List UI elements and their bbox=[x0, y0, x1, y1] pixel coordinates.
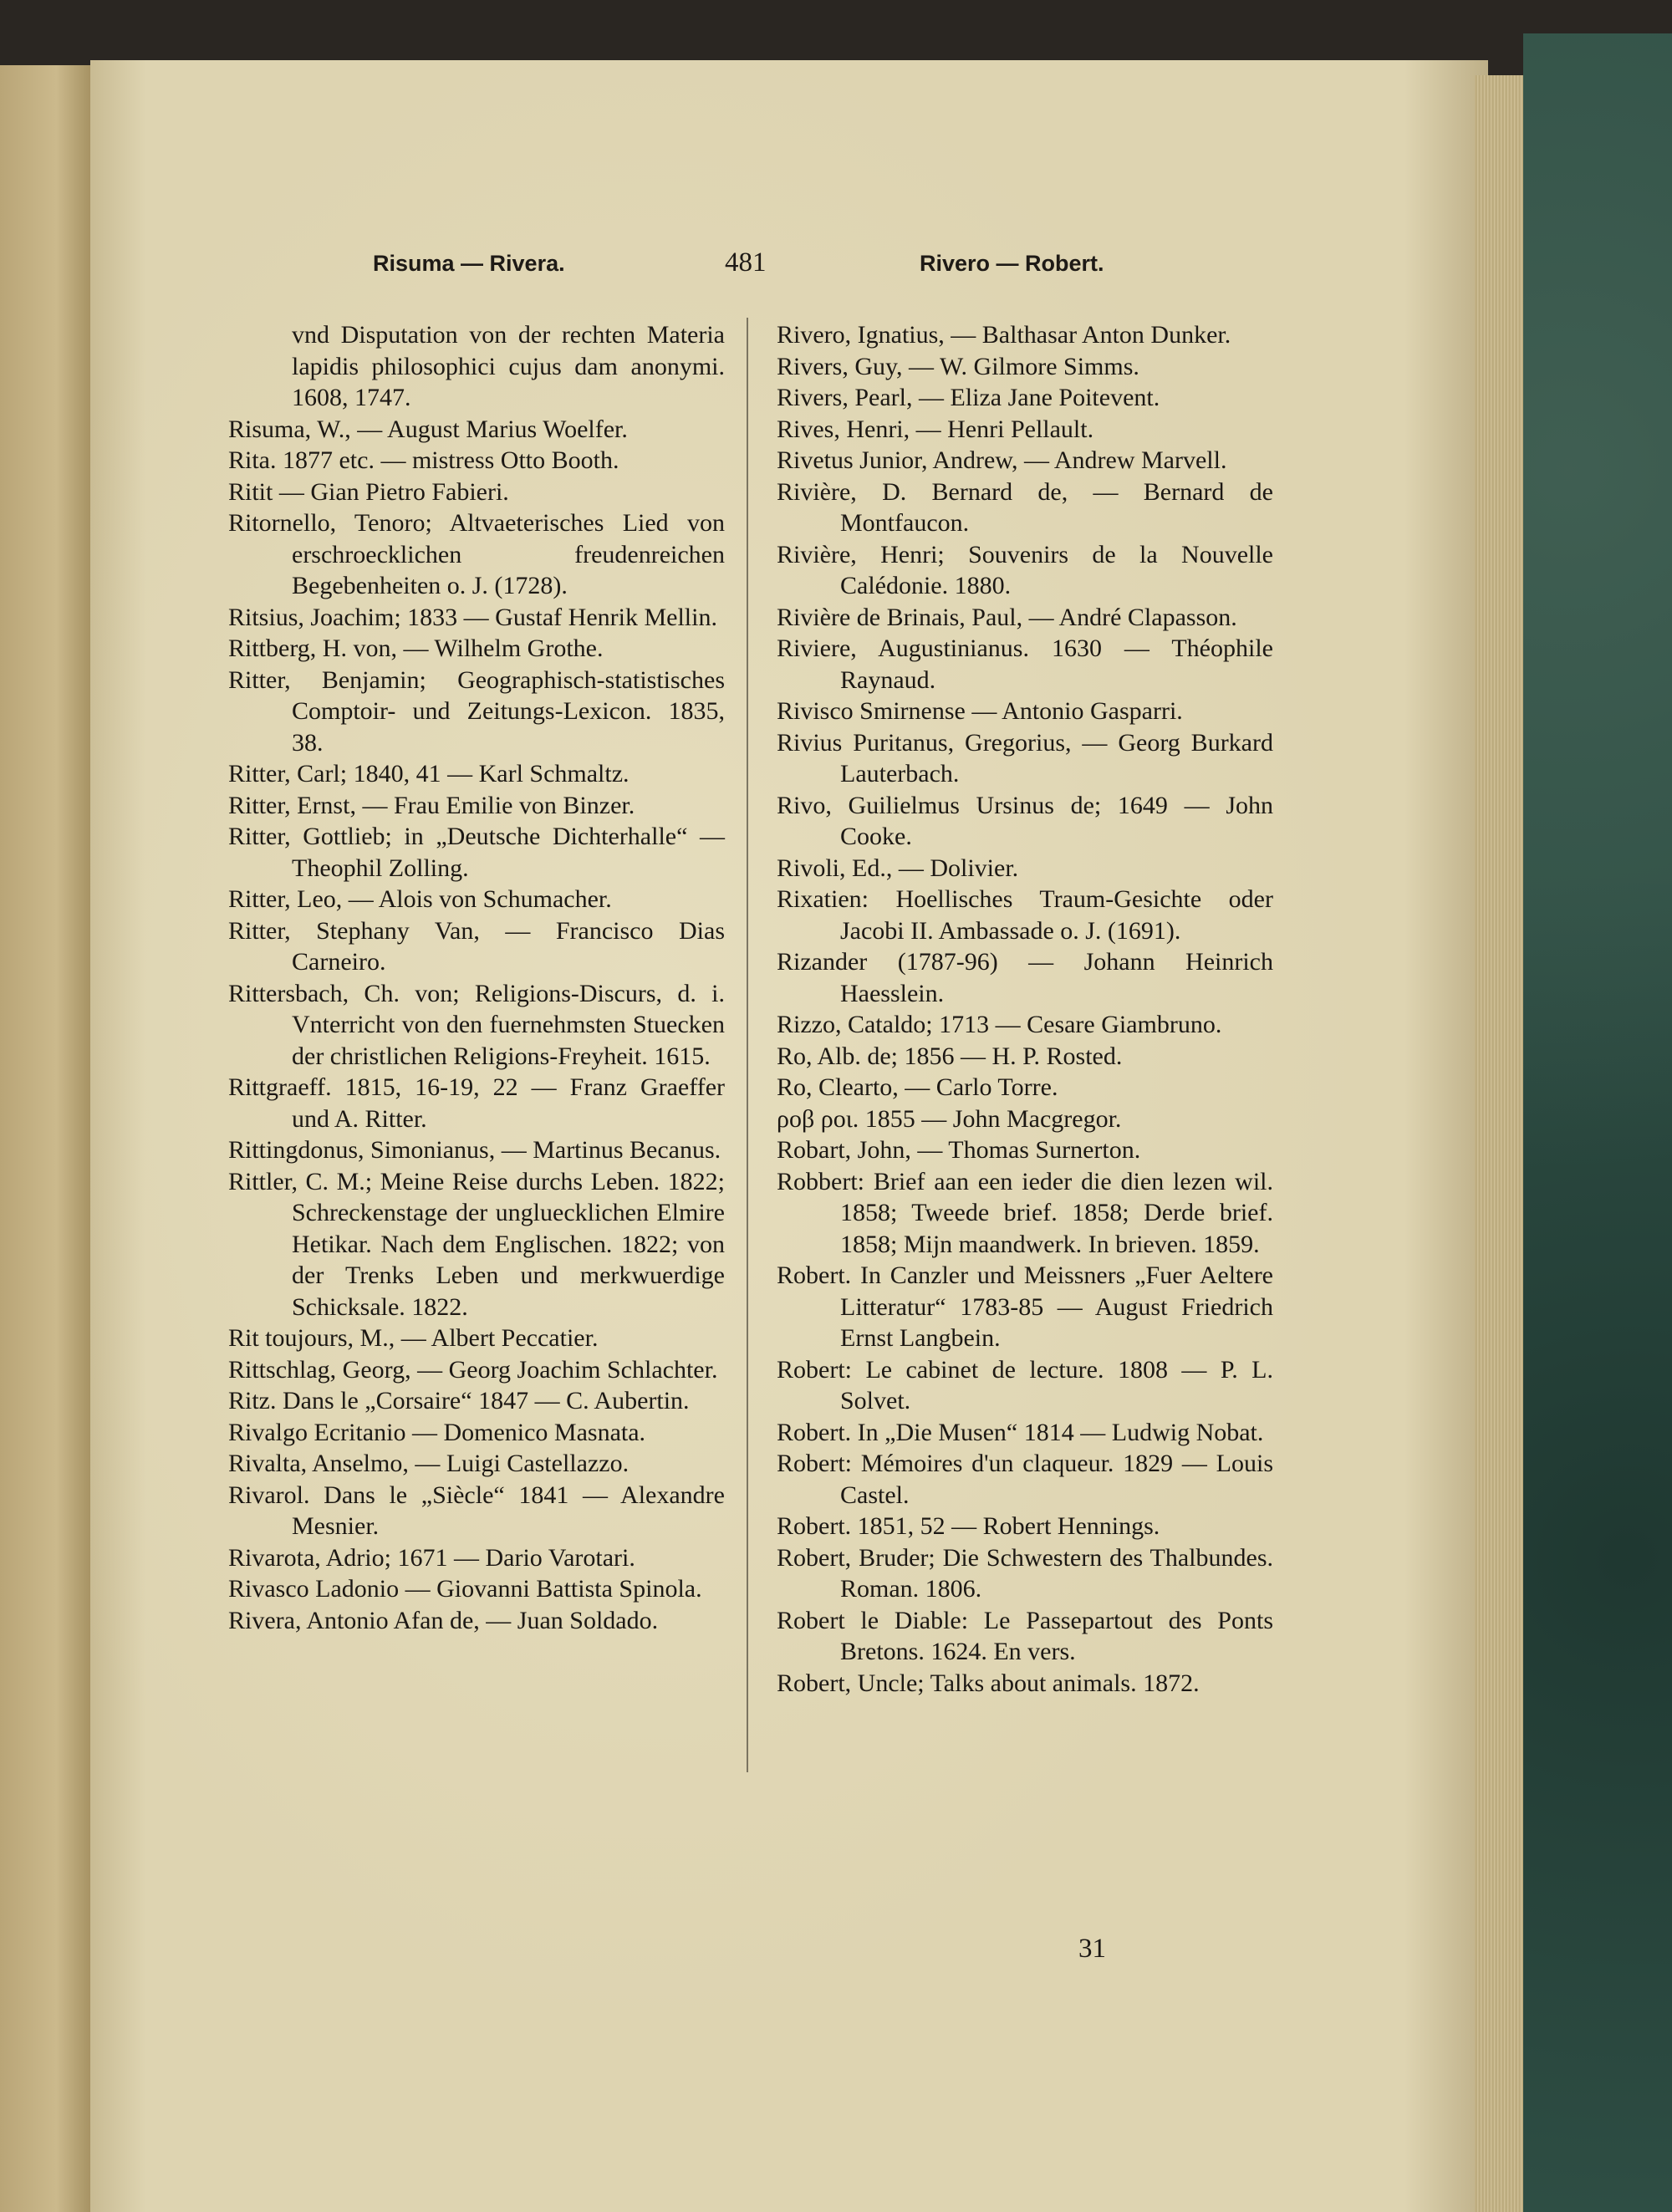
entry: Rivo, Guilielmus Ursinus de; 1649 — John Cooke. bbox=[777, 791, 1273, 850]
entry: vnd Disputation von der rechten Materia lapidis philosophici cujus dam anonymi. 1608, 1747. bbox=[292, 321, 725, 411]
entry: Robart, John, — Thomas Surnerton. bbox=[777, 1136, 1141, 1164]
entry: Ritsius, Joachim; 1833 — Gustaf Henrik Mellin. bbox=[228, 603, 717, 631]
entry: Rivarota, Adrio; 1671 — Dario Varotari. bbox=[228, 1543, 635, 1572]
entry: Ritter, Gottlieb; in „Deutsche Dichterhalle“ — Theophil Zolling. bbox=[228, 823, 725, 882]
entry: Rittschlag, Georg, — Georg Joachim Schlachter. bbox=[228, 1355, 718, 1384]
right-column bbox=[777, 319, 1273, 1699]
left-page-edge bbox=[0, 65, 94, 2212]
entry: ρoβ ρoι. 1855 — John Macgregor. bbox=[777, 1104, 1122, 1133]
page-stack-edge bbox=[1475, 75, 1523, 2212]
entry: Robert le Diable: Le Passepartout des Ponts Bretons. 1624. En vers. bbox=[777, 1606, 1273, 1665]
entry: Rittberg, H. von, — Wilhelm Grothe. bbox=[228, 635, 604, 662]
entry: Robert. In „Die Musen“ 1814 — Ludwig Nobat. bbox=[777, 1418, 1264, 1446]
entry: Rivers, Pearl, — Eliza Jane Poitevent. bbox=[777, 384, 1160, 411]
entry: Rivoli, Ed., — Dolivier. bbox=[777, 854, 1019, 882]
entry: Rivière de Brinais, Paul, — André Clapasson. bbox=[777, 603, 1237, 631]
entry: Rivière, D. Bernard de, — Bernard de Montfaucon. bbox=[777, 477, 1273, 537]
entry: Robert, Bruder; Die Schwestern des Thalbundes. Roman. 1806. bbox=[777, 1543, 1273, 1603]
entry: Rittersbach, Ch. von; Religions-Discurs, d. i. Vnterricht von den fuernehmsten Stuecken der christlichen Religions-Freyheit. 1615. bbox=[228, 979, 725, 1070]
entry: Rivisco Smirnense — Antonio Gasparri. bbox=[777, 697, 1183, 725]
entry: Rivalta, Anselmo, — Luigi Castellazzo. bbox=[228, 1450, 630, 1477]
entry: Rizander (1787-96) — Johann Heinrich Haesslein. bbox=[777, 948, 1273, 1007]
entry: Ro, Clearto, — Carlo Torre. bbox=[777, 1073, 1058, 1101]
entry: Rivera, Antonio Afan de, — Juan Soldado. bbox=[228, 1606, 659, 1634]
entry: Risuma, W., — August Marius Woelfer. bbox=[228, 415, 628, 443]
entry: Ritter, Ernst, — Frau Emilie von Binzer. bbox=[228, 791, 635, 819]
entry: Ritter, Benjamin; Geographisch-statistisches Comptoir- und Zeitungs-Lexicon. 1835, 38. bbox=[228, 665, 725, 757]
entry: Rittingdonus, Simonianus, — Martinus Becanus. bbox=[228, 1136, 721, 1164]
signature-mark: 31 bbox=[1078, 1934, 1106, 1964]
running-head-right: Rivero — Robert. bbox=[920, 251, 1104, 276]
book-cover bbox=[1523, 33, 1672, 2212]
entry: Rizzo, Cataldo; 1713 — Cesare Giambruno. bbox=[777, 1011, 1222, 1038]
entry: Rit toujours, M., — Albert Peccatier. bbox=[228, 1324, 599, 1352]
entry: Rivarol. Dans le „Siècle“ 1841 — Alexandre Mesnier. bbox=[228, 1481, 725, 1540]
entry: Robbert: Brief aan een ieder die dien lezen wil. 1858; Tweede brief. 1858; Derde brief. 1858; Mijn maandwerk. In brieven. 1859. bbox=[777, 1167, 1273, 1258]
entry: Rivalgo Ecritanio — Domenico Masnata. bbox=[228, 1418, 646, 1446]
entry: Ritit — Gian Pietro Fabieri. bbox=[228, 477, 509, 506]
entry: Rittler, C. M.; Meine Reise durchs Leben. 1822; Schreckenstage der ungluecklichen Elmire Hetikar. Nach dem Englischen. 1822; von der Trenks Leben und merkwuerdige Schicksale. 1822. bbox=[228, 1167, 725, 1321]
entry: Ro, Alb. de; 1856 — H. P. Rosted. bbox=[777, 1042, 1123, 1070]
entry: Robert: Mémoires d'un claqueur. 1829 — Louis Castel. bbox=[777, 1450, 1273, 1509]
column-divider bbox=[747, 318, 748, 1772]
entry: Rita. 1877 etc. — mistress Otto Booth. bbox=[228, 446, 619, 474]
entry: Rittgraeff. 1815, 16-19, 22 — Franz Graeffer und A. Ritter. bbox=[228, 1073, 725, 1133]
entry: Rivasco Ladonio — Giovanni Battista Spinola. bbox=[228, 1575, 702, 1603]
entry: Ritter, Carl; 1840, 41 — Karl Schmaltz. bbox=[228, 760, 630, 787]
entry: Rivetus Junior, Andrew, — Andrew Marvell. bbox=[777, 446, 1227, 474]
entry: Riviere, Augustinianus. 1630 — Théophile Raynaud. bbox=[777, 635, 1273, 694]
entry: Ritornello, Tenoro; Altvaeterisches Lied von erschroecklichen freudenreichen Begebenheiten o. J. (1728). bbox=[228, 509, 725, 599]
entry: Rivius Puritanus, Gregorius, — Georg Burkard Lauterbach. bbox=[777, 728, 1273, 787]
entry: Robert, Uncle; Talks about animals. 1872. bbox=[777, 1669, 1200, 1697]
entry: Rixatien: Hoellisches Traum-Gesichte oder Jacobi II. Ambassade o. J. (1691). bbox=[777, 885, 1273, 945]
entry: Robert. In Canzler und Meissners „Fuer Aeltere Litteratur“ 1783-85 — August Friedrich Ernst Langbein. bbox=[777, 1261, 1273, 1352]
entry: Robert: Le cabinet de lecture. 1808 — P. L. Solvet. bbox=[777, 1355, 1273, 1414]
entry: Rives, Henri, — Henri Pellault. bbox=[777, 415, 1094, 443]
entry: Rivers, Guy, — W. Gilmore Simms. bbox=[777, 352, 1139, 380]
running-head-left: Risuma — Rivera. bbox=[373, 251, 565, 276]
entry: Robert. 1851, 52 — Robert Hennings. bbox=[777, 1512, 1160, 1540]
entry: Ritz. Dans le „Corsaire“ 1847 — C. Aubertin. bbox=[228, 1387, 690, 1414]
entry: Rivière, Henri; Souvenirs de la Nouvelle Calédonie. 1880. bbox=[777, 540, 1273, 599]
entry: Ritter, Stephany Van, — Francisco Dias Carneiro. bbox=[228, 916, 725, 976]
page-number: 481 bbox=[725, 247, 767, 278]
left-column bbox=[228, 319, 725, 1636]
entry: Rivero, Ignatius, — Balthasar Anton Dunker. bbox=[777, 321, 1231, 349]
entry: Ritter, Leo, — Alois von Schumacher. bbox=[228, 885, 612, 913]
